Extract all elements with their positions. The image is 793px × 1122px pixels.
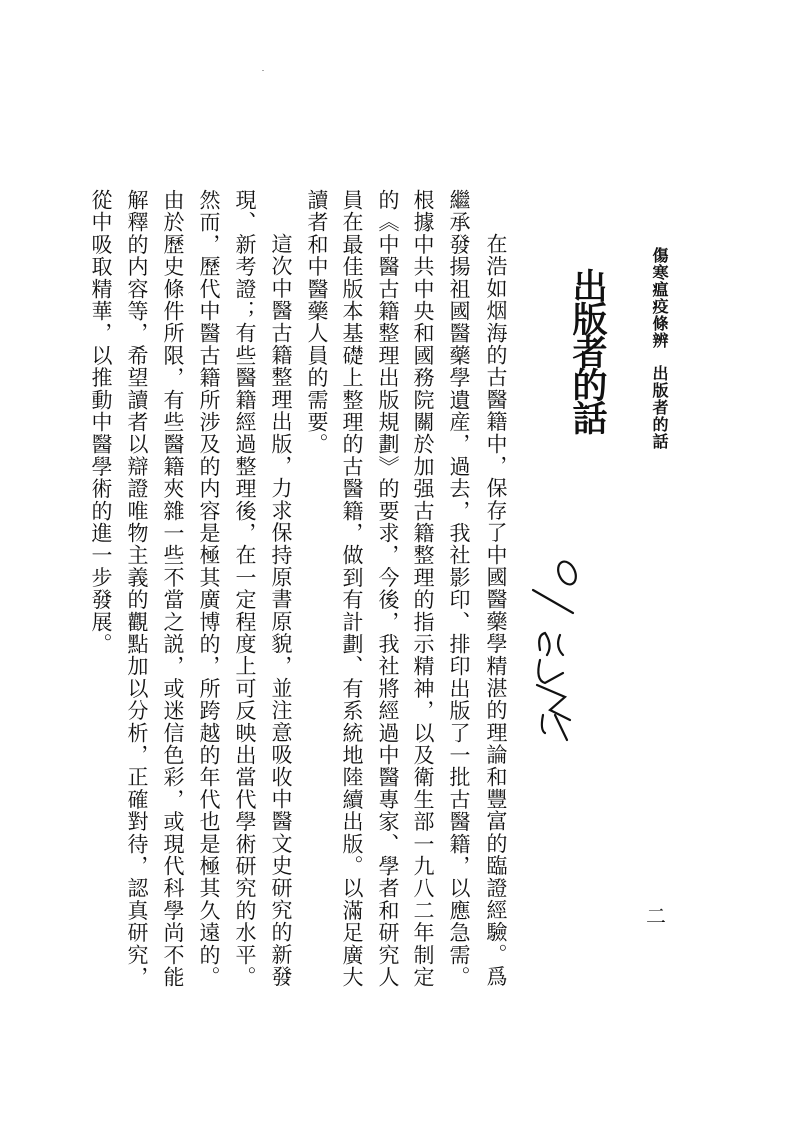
scan-speck [262,70,264,71]
header-book-title: 傷寒瘟疫條辨 [650,247,669,349]
text-column: 從中吸取精華，以推動中醫學術的進一步發展。 [89,189,113,656]
text-column: 現、新考證；有些醫籍經過整理後，在一定程度上可反映出當代學術研究的水平。 [233,189,257,989]
running-header [648,247,671,450]
text-column: 繼承發揚祖國醫藥學遺産，過去，我社影印、排印出版了一批古醫籍，以應急需。 [447,189,471,989]
text-column: 然而，歷代中醫古籍所涉及的内容是極其廣博的，所跨越的年代也是極其久遠的。 [197,189,221,989]
text-column: 由於歷史條件所限，有些醫籍夾雜一些不當之説，或迷信色彩，或現代科學尚不能 [161,189,185,989]
header-section: 出版者的話 [650,365,669,450]
text-column: 的《中醫古籍整理出版規劃》的要求，今後，我社將經過中醫專家、學者和研究人 [376,189,400,989]
page-title: 出版者的話 [567,268,608,433]
text-column: 根據中共中央和國務院關於加强古籍整理的指示精神，以及衛生部一九八二年制定 [411,189,435,989]
text-column: 員在最佳版本基礎上整理的古醫籍，做到有計劃、有系統地陸續出版。以滿足廣大 [340,189,364,989]
page-number: 二 [646,904,666,928]
text-column: 解釋的内容等，希望讀者以辯證唯物主義的觀點加以分析，正確對待，認真研究， [125,189,149,989]
text-column: 在浩如烟海的古醫籍中，保存了中國醫藥學精湛的理論和豐富的臨證經驗。爲 [484,233,508,988]
text-column: 這次中醫古籍整理出版，力求保持原書原貌，並注意吸收中醫文史研究的新發 [269,233,293,988]
handwritten-note [515,555,595,745]
text-column: 讀者和中醫藥人員的需要。 [305,189,329,456]
